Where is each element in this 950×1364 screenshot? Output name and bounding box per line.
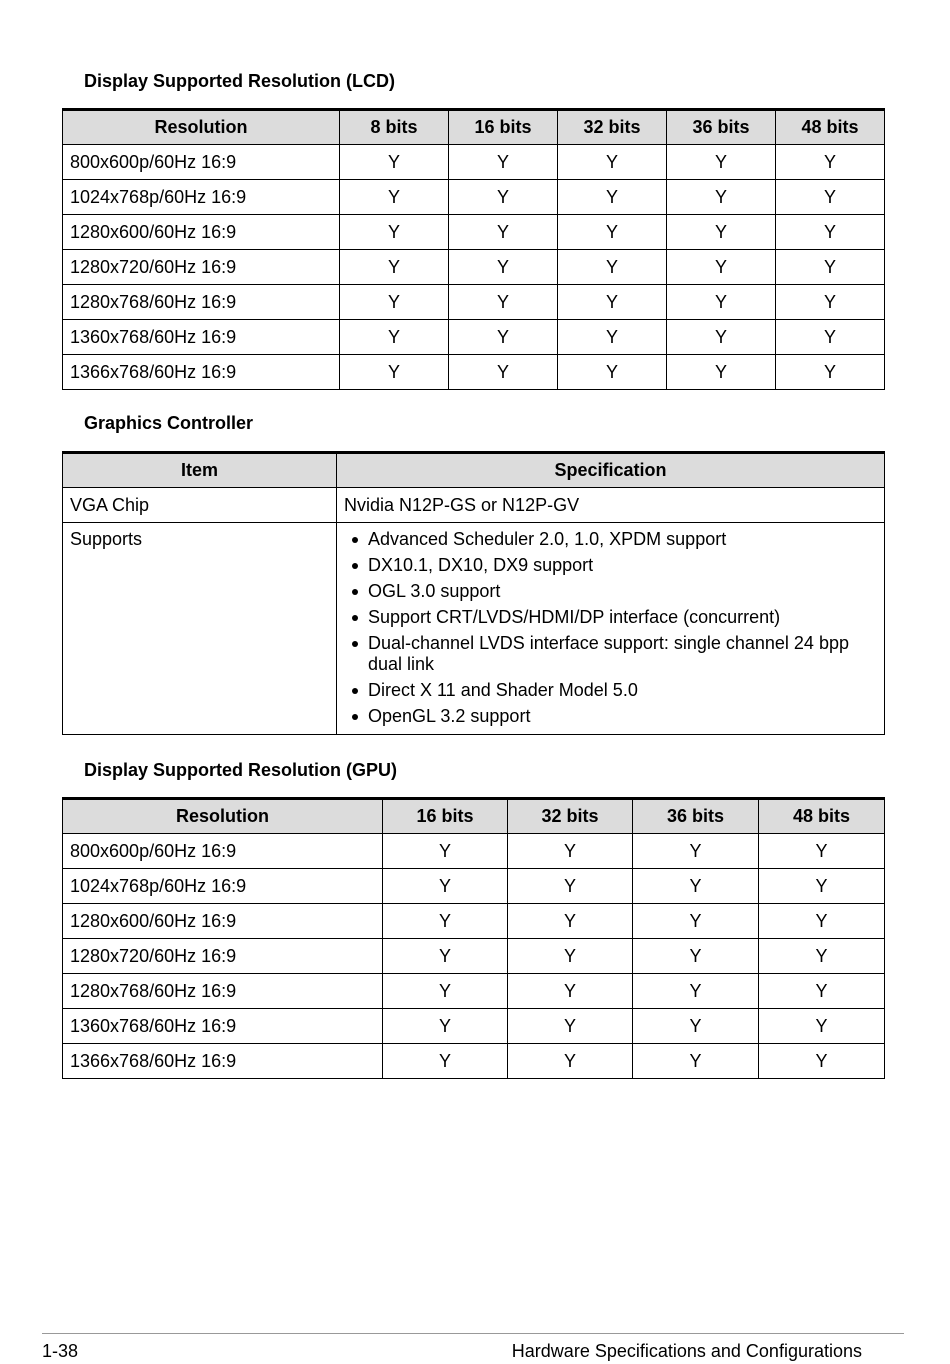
support-cell: Y (776, 215, 885, 250)
graphics-header-row (63, 453, 885, 488)
support-cell: Y (383, 869, 508, 904)
supports-value (337, 523, 885, 735)
support-cell: Y (667, 250, 776, 285)
table-row (63, 250, 885, 285)
table-row (63, 320, 885, 355)
table-row (63, 488, 885, 523)
support-cell: Y (508, 904, 633, 939)
resolution-cell: 1360x768/60Hz 16:9 (63, 1009, 383, 1044)
support-cell: Y (759, 1044, 885, 1079)
support-cell: Y (776, 285, 885, 320)
support-cell: Y (508, 869, 633, 904)
support-cell: Y (383, 1009, 508, 1044)
support-cell: Y (776, 180, 885, 215)
column-header: 48 bits (759, 799, 885, 834)
support-cell: Y (776, 250, 885, 285)
support-cell: Y (508, 1009, 633, 1044)
support-cell: Y (776, 320, 885, 355)
footer-chapter-title: Hardware Specifications and Configurations (511, 1341, 862, 1361)
support-cell: Y (558, 250, 667, 285)
support-cell: Y (759, 904, 885, 939)
support-cell: Y (667, 180, 776, 215)
support-cell: Y (508, 834, 633, 869)
resolution-cell: 1280x768/60Hz 16:9 (63, 285, 340, 320)
support-cell: Y (340, 355, 449, 390)
support-cell: Y (633, 1009, 759, 1044)
support-cell: Y (508, 974, 633, 1009)
resolution-cell: 1280x720/60Hz 16:9 (63, 250, 340, 285)
support-cell: Y (449, 285, 558, 320)
support-cell: Y (776, 355, 885, 390)
support-cell: Y (383, 939, 508, 974)
support-cell: Y (340, 215, 449, 250)
support-cell: Y (340, 320, 449, 355)
lcd-header-row (63, 110, 885, 145)
table-row (63, 904, 885, 939)
support-cell: Y (667, 215, 776, 250)
list-item: OGL 3.0 support (344, 581, 884, 602)
support-cell: Y (449, 145, 558, 180)
table-row (63, 1009, 885, 1044)
support-cell: Y (759, 974, 885, 1009)
table-row (63, 215, 885, 250)
column-header: 32 bits (508, 799, 633, 834)
resolution-cell: 1280x720/60Hz 16:9 (63, 939, 383, 974)
resolution-cell: 1024x768p/60Hz 16:9 (63, 180, 340, 215)
support-cell: Y (340, 145, 449, 180)
vga-chip-value: Nvidia N12P-GS or N12P-GV (337, 488, 885, 523)
lcd-section-title: Display Supported Resolution (LCD) (84, 71, 396, 91)
support-cell: Y (383, 974, 508, 1009)
support-cell: Y (759, 869, 885, 904)
column-header: 48 bits (776, 110, 885, 145)
support-cell: Y (633, 974, 759, 1009)
gpu-section-title: Display Supported Resolution (GPU) (84, 760, 398, 780)
support-cell: Y (558, 320, 667, 355)
support-cell: Y (558, 145, 667, 180)
resolution-cell: 1280x768/60Hz 16:9 (63, 974, 383, 1009)
column-header: 8 bits (340, 110, 449, 145)
resolution-cell: 1366x768/60Hz 16:9 (63, 355, 340, 390)
graphics-controller-table (62, 451, 885, 735)
support-cell: Y (558, 180, 667, 215)
support-cell: Y (449, 180, 558, 215)
column-header: 32 bits (558, 110, 667, 145)
support-cell: Y (383, 834, 508, 869)
support-cell: Y (340, 180, 449, 215)
support-cell: Y (633, 834, 759, 869)
support-cell: Y (633, 939, 759, 974)
support-cell: Y (449, 250, 558, 285)
resolution-cell: 1360x768/60Hz 16:9 (63, 320, 340, 355)
list-item: Support CRT/LVDS/HDMI/DP interface (concurrent) (344, 607, 884, 628)
table-row (63, 834, 885, 869)
column-header: Resolution (63, 799, 383, 834)
support-cell: Y (508, 939, 633, 974)
support-cell: Y (633, 869, 759, 904)
support-cell: Y (449, 355, 558, 390)
column-header: Resolution (63, 110, 340, 145)
table-row (63, 145, 885, 180)
support-cell: Y (383, 1044, 508, 1079)
support-cell: Y (667, 285, 776, 320)
table-row (63, 523, 885, 735)
list-item: Advanced Scheduler 2.0, 1.0, XPDM support (344, 529, 884, 550)
column-header: 36 bits (633, 799, 759, 834)
table-row (63, 939, 885, 974)
support-cell: Y (340, 250, 449, 285)
graphics-section-title: Graphics Controller (84, 413, 254, 433)
vga-chip-label: VGA Chip (63, 488, 337, 523)
supports-list (344, 529, 884, 727)
support-cell: Y (558, 355, 667, 390)
support-cell: Y (759, 939, 885, 974)
support-cell: Y (633, 1044, 759, 1079)
gpu-header-row (63, 799, 885, 834)
footer-divider (42, 1333, 904, 1334)
gpu-resolution-table (62, 797, 885, 1079)
support-cell: Y (508, 1044, 633, 1079)
support-cell: Y (558, 285, 667, 320)
support-cell: Y (667, 145, 776, 180)
column-header: 36 bits (667, 110, 776, 145)
table-row (63, 1044, 885, 1079)
support-cell: Y (759, 1009, 885, 1044)
column-header-specification: Specification (337, 453, 885, 488)
column-header: 16 bits (383, 799, 508, 834)
support-cell: Y (633, 904, 759, 939)
resolution-cell: 800x600p/60Hz 16:9 (63, 145, 340, 180)
support-cell: Y (449, 320, 558, 355)
support-cell: Y (383, 904, 508, 939)
lcd-resolution-table (62, 108, 885, 390)
resolution-cell: 1024x768p/60Hz 16:9 (63, 869, 383, 904)
page-number: 1-38 (42, 1341, 79, 1361)
table-row (63, 355, 885, 390)
table-row (63, 869, 885, 904)
resolution-cell: 1366x768/60Hz 16:9 (63, 1044, 383, 1079)
support-cell: Y (558, 215, 667, 250)
list-item: Direct X 11 and Shader Model 5.0 (344, 680, 884, 701)
support-cell: Y (667, 320, 776, 355)
support-cell: Y (776, 145, 885, 180)
table-row (63, 285, 885, 320)
resolution-cell: 800x600p/60Hz 16:9 (63, 834, 383, 869)
resolution-cell: 1280x600/60Hz 16:9 (63, 904, 383, 939)
support-cell: Y (449, 215, 558, 250)
column-header: 16 bits (449, 110, 558, 145)
support-cell: Y (667, 355, 776, 390)
table-row (63, 180, 885, 215)
list-item: DX10.1, DX10, DX9 support (344, 555, 884, 576)
supports-label: Supports (63, 523, 337, 735)
table-row (63, 974, 885, 1009)
list-item: OpenGL 3.2 support (344, 706, 884, 727)
list-item: Dual-channel LVDS interface support: single channel 24 bpp dual link (344, 633, 884, 675)
support-cell: Y (340, 285, 449, 320)
column-header-item: Item (63, 453, 337, 488)
support-cell: Y (759, 834, 885, 869)
resolution-cell: 1280x600/60Hz 16:9 (63, 215, 340, 250)
